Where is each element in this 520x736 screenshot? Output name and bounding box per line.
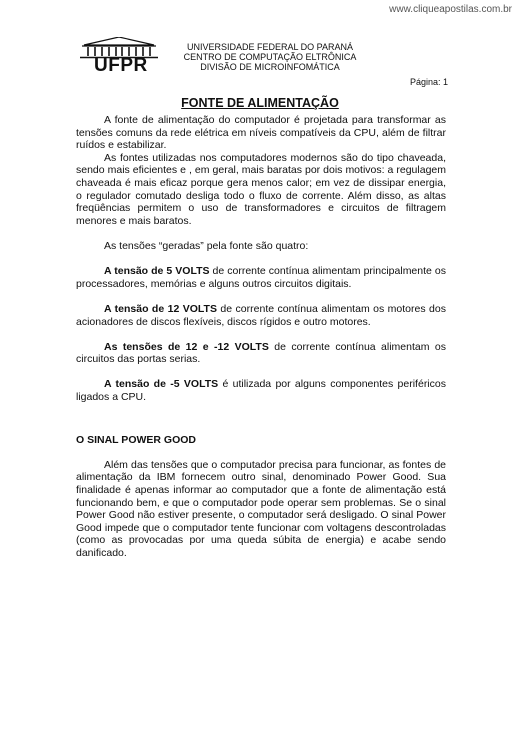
voltage-5v-text: de corrente contínua alimentam principalmente os processadores, memórias e alguns outros circuitos digitais. (76, 265, 446, 290)
ufpr-logo-text: UFPR (94, 55, 148, 76)
voltage-12v-text: de corrente contínua alimentam os motores dos acionadores de discos flexíveis, discos rígidos e outro motores. (76, 302, 446, 328)
switching-supply-paragraph: As fontes utilizadas nos computadores modernos são do tipo chaveada, sendo mais eficientes e , em geral, mais baratas por dois motivos: a regulagem chaveada é mais eficaz porque gera menos calor; em vez de dissipar energia, o regulador comutado desliga todo o fluxo de corrente. Além disso, as altas freqüências permitem o uso de transformadores e circuitos de filtragem menores e mais baratos. (76, 151, 446, 227)
division-name: DIVISÃO DE MICROINFOMÁTICA (200, 62, 340, 72)
voltage-5v-neg-label: A tensão de -5 VOLTS (104, 378, 219, 391)
voltage-5v-neg-paragraph (76, 378, 446, 403)
voltage-12v-neg-text: de corrente contínua alimentam os circuitos das portas serias. (76, 340, 447, 366)
document-body (76, 114, 446, 560)
voltage-5v-neg-text: é utilizada por alguns componentes periféricos ligados a CPU. (76, 378, 446, 404)
page-number: Página: 1 (409, 77, 448, 87)
voltage-12v-neg-paragraph (76, 341, 446, 366)
institution-header (170, 42, 370, 72)
intro-paragraph: A fonte de alimentação do computador é projetada para transformar as tensões comuns da rede elétrica em níveis compatíveis da CPU, além de filtrar ruídos e estabilizar. (76, 114, 446, 152)
voltage-12v-neg-label: As tensões de 12 e -12 VOLTS (104, 340, 269, 353)
document-title: FONTE DE ALIMENTAÇÃO (181, 96, 339, 110)
voltage-12v-paragraph (76, 303, 446, 328)
university-name: UNIVERSIDADE FEDERAL DO PARANÁ (186, 42, 354, 52)
voltage-12v-label: A tensão de 12 VOLTS (104, 302, 217, 315)
watermark-text: www.cliqueapostilas.com.br (389, 4, 512, 15)
voltage-5v-paragraph (76, 265, 446, 290)
power-good-paragraph: Além das tensões que o computador precisa para funcionar, as fontes de alimentação da IBM fornecem outro sinal, denominado Power Good. Sua finalidade é apenas informar ao computador que a fonte de alimentação está funcionando bem, e que o computador pode operar sem problemas. Se o sinal Power Good não estiver presente, o computador será desligado. O sinal Power Good impede que o computador tente funcionar com voltagens descontroladas (como as provocadas por uma queda súbita de energia) e acabe sendo danificado. (76, 458, 446, 559)
ufpr-logo (80, 37, 158, 77)
section-title: O SINAL POWER GOOD (76, 433, 196, 446)
voltage-5v-label: A tensão de 5 VOLTS (104, 265, 210, 278)
voltages-intro: As tensões “geradas” pela fonte são quatro: (104, 239, 309, 252)
center-name: CENTRO DE COMPUTAÇÃO ELTRÔNICA (183, 52, 357, 62)
